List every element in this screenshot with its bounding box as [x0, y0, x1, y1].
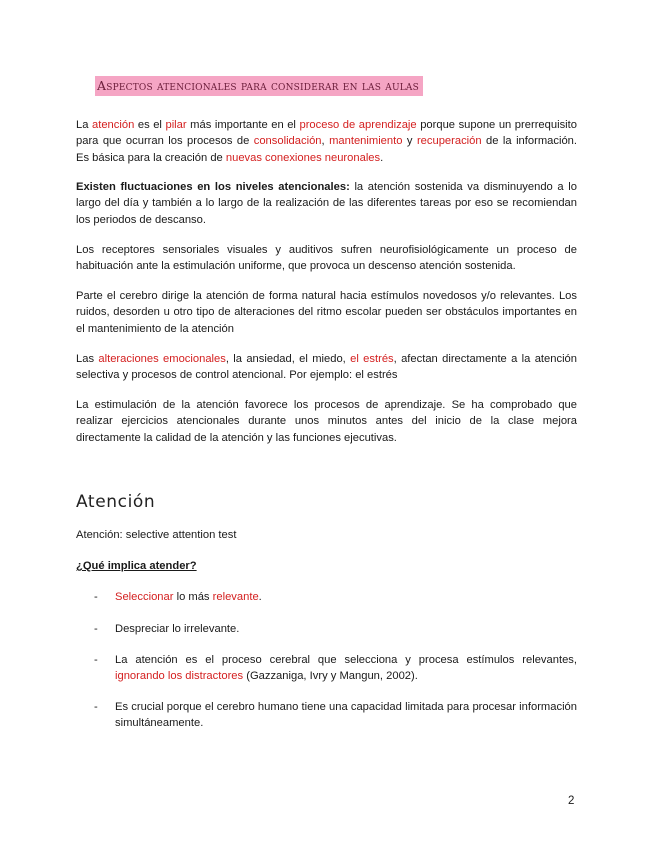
p1-term-mantenimiento: mantenimiento — [329, 135, 403, 148]
p1-text-o: . — [380, 151, 384, 164]
p1-term-recuperacion: recuperación — [416, 135, 482, 148]
b1-term-relevante: relevante — [212, 591, 259, 603]
bullet-item-1 — [115, 589, 577, 605]
p1-text-i: , — [321, 135, 330, 148]
p1-text-k: y — [402, 135, 417, 148]
section-title-wrap — [95, 76, 423, 96]
p5-text-e: , afectan directamente a la atención selectiva y procesos de control atencional. Por ejemplo: el estrés — [76, 353, 577, 382]
paragraph-attention-pillar — [76, 117, 577, 166]
p1-text-a: La — [76, 119, 92, 131]
b3-text-a: La atención es el proceso cerebral que selecciona y procesa estímulos relevantes, — [115, 654, 577, 666]
paragraph-novel-stimuli: Parte el cerebro dirige la atención de forma natural hacia estímulos novedosos y/o relevantes. Los ruidos, desorden u otro tipo de alteraciones del ritmo escolar pueden ser obstáculos importantes en el mantenimiento de la atención — [76, 290, 577, 335]
p5-term-alteraciones: alteraciones emocionales — [98, 353, 226, 365]
b1-text-d: . — [258, 591, 262, 603]
bullet-marker-3: - — [94, 654, 98, 666]
bullet-marker-2: - — [94, 623, 98, 635]
p1-text-c: es el — [134, 119, 166, 131]
attention-test-line: Atención: selective attention test — [76, 529, 237, 541]
b3-term-distractores: ignorando los distractores — [115, 670, 244, 683]
p1-text-e: más importante en el — [186, 119, 300, 131]
paragraph-stimulation: La estimulación de la atención favorece los procesos de aprendizaje. Se ha comprobado que realizar ejercicios atencionales durante unos minutos antes del inicio de la clase mejora directamente la calidad de la atención y las funciones ejecutivas. — [76, 399, 577, 444]
bullet-item-3 — [115, 652, 577, 685]
p1-term-conexiones: nuevas conexiones neuronales — [225, 151, 381, 164]
b1-term-seleccionar: Seleccionar — [115, 591, 174, 603]
p2-bold-lead: Existen fluctuaciones en los niveles atencionales: — [76, 181, 350, 193]
p5-text-c: , la ansiedad, el miedo, — [225, 353, 351, 365]
bullet-marker-1: - — [94, 591, 98, 603]
question-heading: ¿Qué implica atender? — [76, 560, 197, 572]
p1-term-pilar: pilar — [165, 119, 187, 131]
p1-term-atencion: atención — [92, 119, 135, 131]
paragraph-emotional — [76, 351, 577, 384]
section-title: Aspectos atencionales para considerar en las aulas — [95, 76, 423, 96]
b3-text-c: (Gazzaniga, Ivry y Mangun, 2002). — [243, 670, 418, 683]
heading-atencion: Atención — [76, 492, 156, 512]
bullet-marker-4: - — [94, 701, 98, 713]
p2-text: la atención sostenida va disminuyendo a lo largo del día y también a lo largo de la realización de las diferentes tareas por eso se recomiendan los periodos de descanso. — [76, 181, 577, 226]
paragraph-fluctuations — [76, 179, 577, 228]
p1-text-m: de la información. Es básica para la creación de — [76, 135, 578, 164]
p5-term-estres: el estrés — [350, 353, 394, 365]
paragraph-receptors: Los receptores sensoriales visuales y auditivos sufren neurofisiológicamente un proceso de habituación ante la estimulación uniforme, que provoca un descenso atención sostenida. — [76, 244, 577, 273]
p1-term-proceso: proceso de aprendizaje — [299, 119, 417, 131]
p1-text-g: porque supone un prerrequisito para que ocurran los procesos de — [76, 119, 577, 148]
p1-term-consolidacion: consolidación — [253, 135, 322, 148]
bullet-item-2: Despreciar lo irrelevante. — [115, 623, 240, 635]
page-number: 2 — [568, 795, 575, 807]
bullet-item-4: Es crucial porque el cerebro humano tiene una capacidad limitada para procesar información simultáneamente. — [115, 701, 577, 730]
b1-text-b: lo más — [173, 591, 213, 603]
p5-text-a: Las — [76, 353, 99, 365]
